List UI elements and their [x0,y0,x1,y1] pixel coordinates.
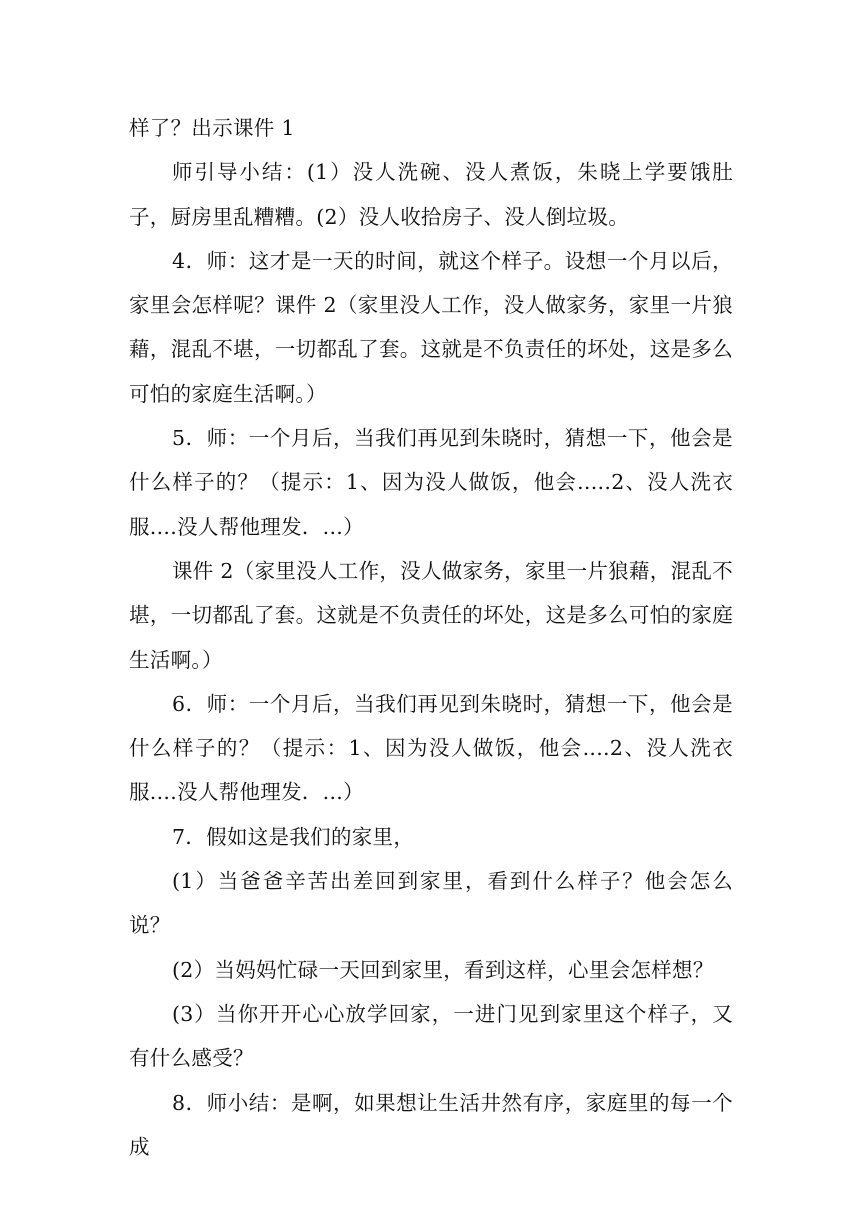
paragraph-8: (1）当爸爸辛苦出差回到家里，看到什么样子？他会怎么说？ [129,869,733,938]
document-body [129,106,733,1169]
paragraph-2: 师引导小结：(1）没人洗碗、没人煮饭，朱晓上学要饿肚子，厨房里乱糟糟。(2）没人收拾房子、没人倒垃圾。 [129,160,733,229]
paragraph-11: 8．师小结：是啊，如果想让生活井然有序，家庭里的每一个成 [129,1090,733,1159]
paragraph-3: 4．师：这才是一天的时间，就这个样子。设想一个月以后，家里会怎样呢？课件 2（家里没人工作，没人做家务，家里一片狼藉，混乱不堪，一切都乱了套。这就是不负责任的坏处，这是多么可怕的家庭生活啊。） [129,248,733,406]
paragraph-6: 6．师：一个月后，当我们再见到朱晓时，猜想一下，他会是什么样子的？（提示：1、因为没人做饭，他会....2、没人洗衣服....没人帮他理发．...） [129,691,733,805]
paragraph-7: 7．假如这是我们的家里， [172,824,415,849]
paragraph-5: 课件 2（家里没人工作，没人做家务，家里一片狼藉，混乱不堪，一切都乱了套。这就是不负责任的坏处，这是多么可怕的家庭生活啊。） [129,558,733,672]
paragraph-9: (2）当妈妈忙碌一天回到家里，看到这样，心里会怎样想？ [172,957,714,982]
paragraph-10: (3）当你开开心心放学回家，一进门见到家里这个样子，又有什么感受？ [129,1001,733,1071]
paragraph-1: 样了？出示课件 1 [129,116,295,140]
paragraph-4: 5．师：一个月后，当我们再见到朱晓时，猜想一下，他会是什么样子的？（提示：1、因为没人做饭，他会.....2、没人洗衣服....没人帮他理发．...） [129,426,733,539]
